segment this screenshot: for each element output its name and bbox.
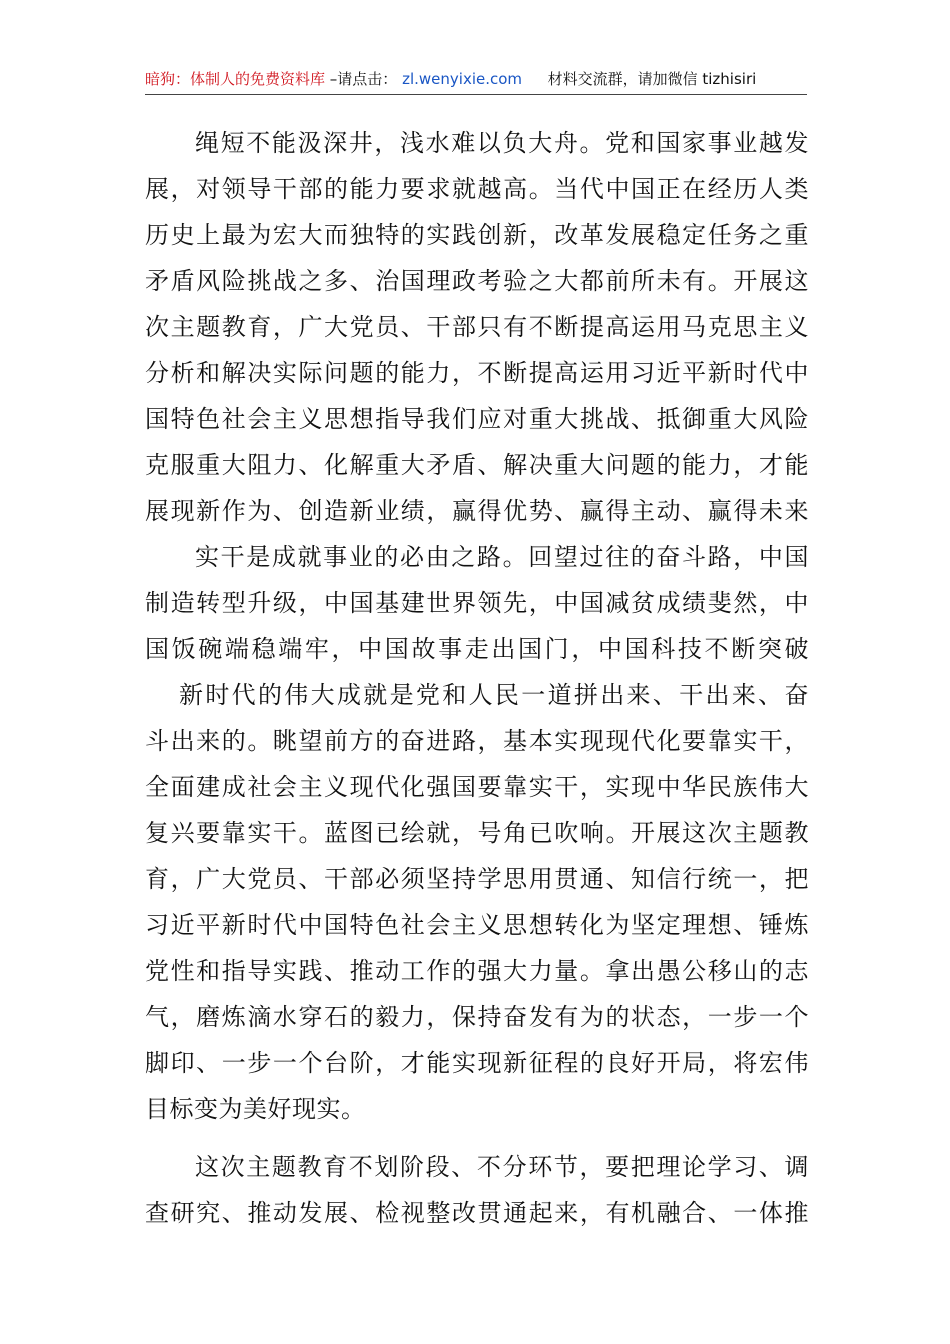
text-line: 这次主题教育不划阶段、不分环节，要把理论学习、调 [195, 1153, 809, 1181]
text-line: 查研究、推动发展、检视整改贯通起来，有机融合、一体推 [145, 1199, 809, 1227]
text-line: 展，对领导干部的能力要求就越高。当代中国正在经历人类 [145, 175, 809, 203]
text-line: 目标变为美好现实。 [145, 1095, 366, 1123]
text-line: 全面建成社会主义现代化强国要靠实干，实现中华民族伟大 [145, 773, 809, 801]
header-brand: 暗狗：体制人的免费资料库 [145, 70, 326, 88]
text-line: 矛盾风险挑战之多、治国理政考验之大都前所未有。开展这 [145, 267, 809, 295]
text-line: 国饭碗端稳端牢，中国故事走出国门，中国科技不断突破 [145, 635, 809, 663]
header-prompt: –请点击： [329, 70, 398, 88]
text-line: 历史上最为宏大而独特的实践创新，改革发展稳定任务之重 [145, 221, 809, 249]
text-line: 气，磨炼滴水穿石的毅力，保持奋发有为的状态，一步一个 [145, 1003, 809, 1031]
paragraph [145, 1144, 809, 1236]
text-line: 育，广大党员、干部必须坚持学思用贯通、知信行统一，把 [145, 865, 809, 893]
paragraph [145, 672, 809, 1132]
text-line: 新时代的伟大成就是党和人民一道拼出来、干出来、奋 [179, 681, 809, 709]
text-line: 绳短不能汲深井，浅水难以负大舟。党和国家事业越发 [195, 129, 809, 157]
paragraph [145, 120, 809, 534]
text-line: 斗出来的。眺望前方的奋进路，基本实现现代化要靠实干， [145, 727, 809, 755]
text-line: 分析和解决实际问题的能力，不断提高运用习近平新时代中 [145, 359, 809, 387]
paragraph [145, 534, 809, 672]
text-line: 克服重大阻力、化解重大矛盾、解决重大问题的能力，才能 [145, 451, 809, 479]
text-line: 脚印、一步一个台阶，才能实现新征程的良好开局，将宏伟 [145, 1049, 809, 1077]
text-line: 党性和指导实践、推动工作的强大力量。拿出愚公移山的志 [145, 957, 809, 985]
header-contact: 材料交流群，请加微信 tizhisiri [547, 70, 757, 88]
text-line: 制造转型升级，中国基建世界领先，中国减贫成绩斐然，中 [145, 589, 809, 617]
document-body [145, 120, 809, 1236]
page-header [145, 68, 807, 95]
text-line: 实干是成就事业的必由之路。回望过往的奋斗路，中国 [195, 543, 809, 571]
text-line: 展现新作为、创造新业绩，赢得优势、赢得主动、赢得未来 [145, 497, 809, 525]
header-url-link[interactable]: zl.wenyixie.com [402, 70, 523, 88]
text-line: 国特色社会主义思想指导我们应对重大挑战、抵御重大风险 [145, 405, 809, 433]
text-line: 习近平新时代中国特色社会主义思想转化为坚定理想、锤炼 [145, 911, 809, 939]
text-line: 复兴要靠实干。蓝图已绘就，号角已吹响。开展这次主题教 [145, 819, 809, 847]
text-line: 次主题教育，广大党员、干部只有不断提高运用马克思主义 [145, 313, 809, 341]
